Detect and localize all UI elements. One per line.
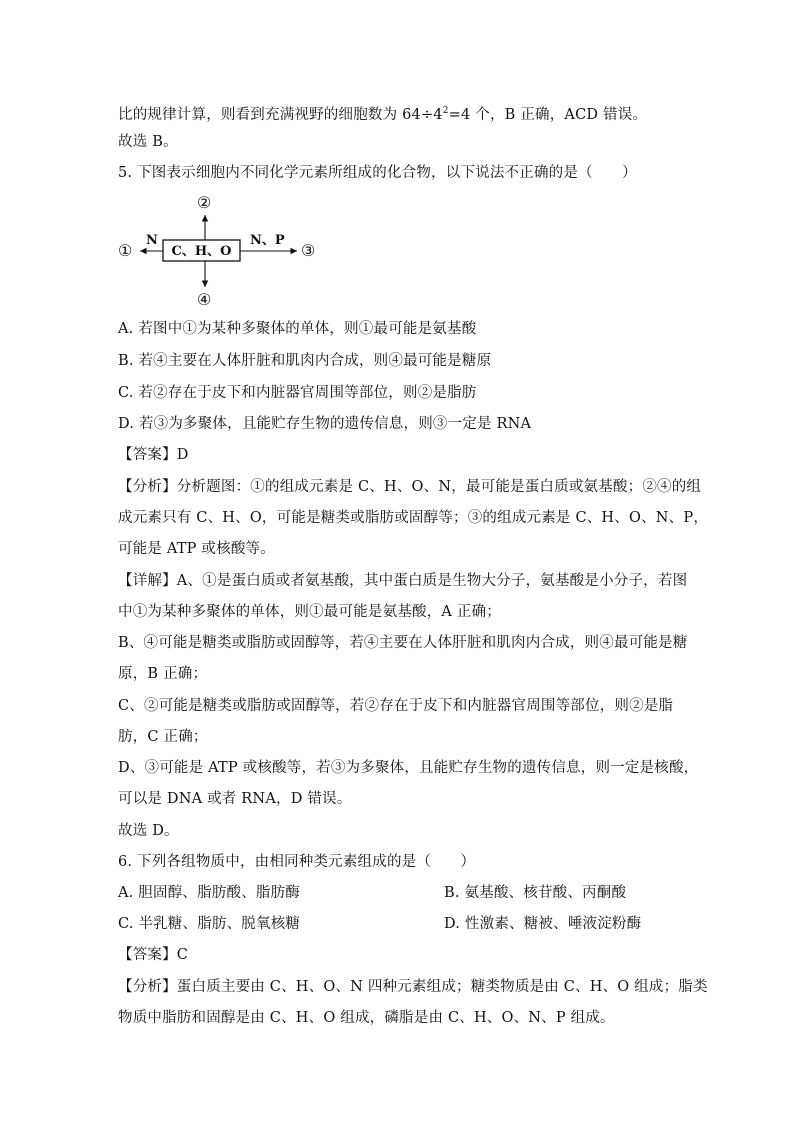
node-3: ③ xyxy=(301,241,316,260)
option-6c: C. 半乳糖、脂肪、脱氧核糖 xyxy=(118,916,301,932)
analysis-6-line-2: 物质中脂肪和固醇是由 C、H、O 组成，磷脂是由 C、H、O、N、P 组成。 xyxy=(118,1010,615,1026)
option-5d: D. 若③为多聚体，且能贮存生物的遗传信息，则③一定是 RNA xyxy=(118,416,532,432)
select-answer-4: 故选 B。 xyxy=(118,134,178,150)
select-answer-5: 故选 D。 xyxy=(118,823,179,839)
question-6-stem: 6. 下列各组物质中，由相同种类元素组成的是（ ） xyxy=(118,854,476,870)
detail-5-line-6: 肪，C 正确； xyxy=(118,729,208,745)
detail-5-line-2: 中①为某种多聚体的单体，则①最可能是氨基酸，A 正确； xyxy=(118,604,501,620)
right-arrow-label: N、P xyxy=(250,233,285,248)
analysis-5-line-1: 【分析】分析题图：①的组成元素是 C、H、O、N，最可能是蛋白质或氨基酸；②④的组 xyxy=(118,479,702,495)
exponent: 2 xyxy=(442,106,449,116)
detail-5-line-3: B、④可能是糖类或脂肪或固醇等，若④主要在人体肝脏和肌肉内合成，则④最可能是糖 xyxy=(118,635,688,651)
center-label: C、H、O xyxy=(171,244,232,259)
option-6b: B. 氨基酸、核苷酸、丙酮酸 xyxy=(444,885,627,901)
line-1 xyxy=(118,101,647,125)
line-1-text-end: =4 个，B 正确，ACD 错误。 xyxy=(448,107,648,123)
node-4: ④ xyxy=(197,290,212,309)
answer-5: 【答案】D xyxy=(118,447,189,463)
detail-5-line-7: D、③可能是 ATP 或核酸等，若③为多聚体，且能贮存生物的遗传信息，则一定是核酸， xyxy=(118,760,699,776)
option-6d: D. 性激素、糖被、唾液淀粉酶 xyxy=(444,916,642,932)
question-5-stem: 5. 下图表示细胞内不同化学元素所组成的化合物，以下说法不正确的是（ ） xyxy=(118,165,637,181)
line-1-text: 比的规律计算，则看到充满视野的细胞数为 64÷4 xyxy=(118,107,443,123)
option-5c: C. 若②存在于皮下和内脏器官周围等部位，则②是脂肪 xyxy=(118,385,477,401)
node-1: ① xyxy=(118,241,133,260)
option-5a: A. 若图中①为某种多聚体的单体，则①最可能是氨基酸 xyxy=(118,321,477,337)
option-5b: B. 若④主要在人体肝脏和肌肉内合成，则④最可能是糖原 xyxy=(118,353,492,369)
analysis-5-line-2: 成元素只有 C、H、O，可能是糖类或脂肪或固醇等；③的组成元素是 C、H、O、N、P， xyxy=(118,510,709,526)
option-6a: A. 胆固醇、脂肪酸、脂肪酶 xyxy=(118,885,300,901)
answer-6: 【答案】C xyxy=(118,947,189,963)
left-arrow-label: N xyxy=(146,233,158,248)
analysis-5-line-3: 可能是 ATP 或核酸等。 xyxy=(118,541,275,557)
detail-5-line-4: 原，B 正确； xyxy=(118,666,208,682)
node-2: ② xyxy=(197,193,212,212)
detail-5-line-1: 【详解】A、①是蛋白质或者氨基酸，其中蛋白质是生物大分子，氨基酸是小分子，若图 xyxy=(118,573,688,589)
element-compound-diagram xyxy=(110,188,330,310)
detail-5-line-8: 可以是 DNA 或者 RNA，D 错误。 xyxy=(118,791,352,807)
detail-5-line-5: C、②可能是糖类或脂肪或固醇等，若②存在于皮下和内脏器官周围等部位，则②是脂 xyxy=(118,698,674,714)
analysis-6-line-1: 【分析】蛋白质主要由 C、H、O、N 四种元素组成；糖类物质是由 C、H、O 组成；脂类 xyxy=(118,979,708,995)
